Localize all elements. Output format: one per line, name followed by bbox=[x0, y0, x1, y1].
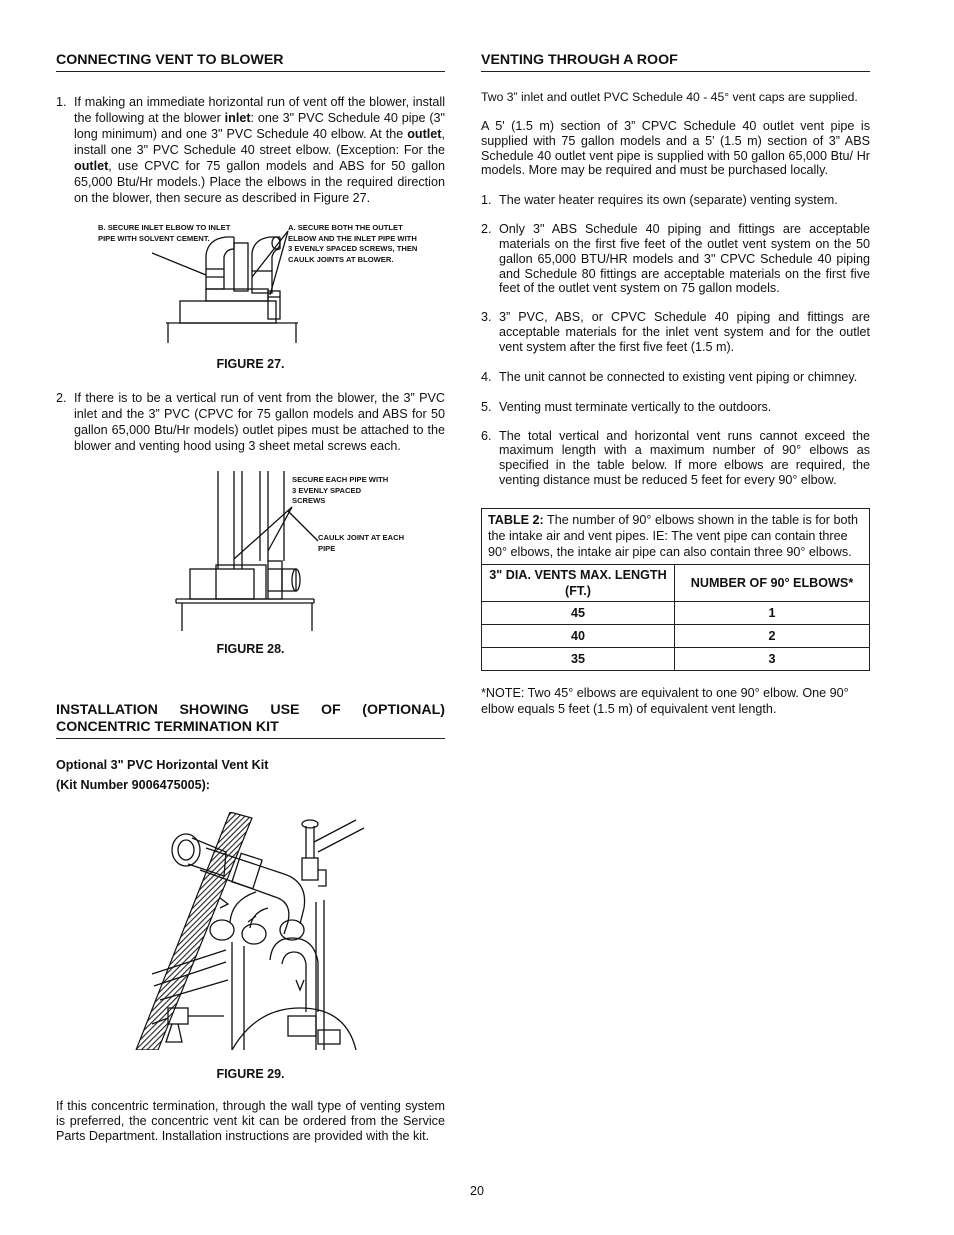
section-heading-connecting-vent: CONNECTING VENT TO BLOWER bbox=[56, 52, 445, 72]
list-item: 2. Only 3" ABS Schedule 40 piping and fittings are acceptable materials on the first five feet of the outlet vent system on the 50 gallon 65,000 BTU/HR models and 3" CPVC Schedule 40 piping and Schedule 80 fittings are acceptable materials on the first five feet of the outlet vent system on 75 gallon models. bbox=[481, 222, 870, 296]
vent-length-table bbox=[481, 508, 870, 671]
table-note: *NOTE: Two 45° elbows are equivalent to one 90° elbow. One 90° elbow equals 5 feet (1.5 m) of equivalent vent length. bbox=[481, 685, 849, 716]
closing-paragraph: If this concentric termination, through the wall type of venting system is preferred, the concentric vent kit can be ordered from the Service Parts Department. Installation instructions are provided with the kit. bbox=[56, 1099, 445, 1143]
figure-28-drawing bbox=[56, 471, 445, 636]
figure-29-label: FIGURE 29. bbox=[216, 1067, 285, 1081]
kit-title-line-1: Optional 3" PVC Horizontal Vent Kit bbox=[56, 758, 269, 772]
list-item: 3. 3” PVC, ABS, or CPVC Schedule 40 piping and fittings are acceptable materials for the inlet vent system and for the outlet vent system after the first five feet (1.5 m). bbox=[481, 310, 870, 354]
list-item: 6. The total vertical and horizontal vent runs cannot exceed the maximum length with a maximum number of 90° elbows as specified in the table below. If more elbows are required, the venting distance must be reduced 5 feet for every 90° elbow. bbox=[481, 428, 870, 487]
roof-venting-list bbox=[481, 192, 870, 488]
table-header-length: 3" DIA. VENTS MAX. LENGTH (FT.) bbox=[482, 564, 675, 601]
figure-27-drawing bbox=[56, 225, 445, 343]
figure-27-label: FIGURE 27. bbox=[216, 357, 285, 371]
right-column bbox=[481, 52, 870, 717]
figure-28 bbox=[56, 471, 445, 636]
table-caption: TABLE 2: The number of 90° elbows shown in the table is for both the intake air and vent pipes. IE: The vent pipe can contain three 90° elbows, the intake air pipe can also contain three 90° elbows. bbox=[482, 508, 870, 564]
section-heading-concentric-kit: INSTALLATION SHOWING USE OF (OPTIONAL) CONCENTRIC TERMINATION KIT bbox=[56, 702, 445, 739]
table-header-elbows: NUMBER OF 90° ELBOWS* bbox=[675, 564, 870, 601]
section-heading-venting-roof: VENTING THROUGH A ROOF bbox=[481, 52, 870, 72]
list-item: 4. The unit cannot be connected to existing vent piping or chimney. bbox=[481, 369, 858, 384]
table-row: 35 3 bbox=[482, 647, 870, 670]
figure-28-callout-caulk: CAULK JOINT AT EACH PIPE bbox=[318, 533, 405, 553]
figure-27-callout-a: A. SECURE BOTH THE OUTLET ELBOW AND THE INLET PIPE WITH 3 EVENLY SPACED SCREWS, THEN CAULK JOINTS AT BLOWER. bbox=[288, 223, 418, 264]
step-2-paragraph: 2. If there is to be a vertical run of vent from the blower, the 3” PVC inlet and the 3” PVC (CPVC for 75 gallon models and ABS for 50 gallon 65,000 Btu/Hr models) outlet pipes must be attached to the blower and venting hood using 3 sheet metal screws each. bbox=[56, 391, 445, 453]
intro-paragraph-1: Two 3” inlet and outlet PVC Schedule 40 - 45° vent caps are supplied. bbox=[481, 90, 858, 104]
kit-title-line-2: (Kit Number 9006475005): bbox=[56, 778, 210, 792]
table-row: 45 1 bbox=[482, 601, 870, 624]
intro-paragraph-2: A 5' (1.5 m) section of 3” CPVC Schedule 40 outlet vent pipe is supplied with 75 gallon models and a 5' (1.5 m) section of 3” ABS Schedule 40 outlet vent pipe is supplied with 50 gallon 65,000 Btu/ Hr models. More may be required and must be purchased locally. bbox=[481, 119, 870, 178]
page-number: 20 bbox=[470, 1184, 484, 1198]
left-column bbox=[56, 52, 445, 1144]
list-item: 5. Venting must terminate vertically to the outdoors. bbox=[481, 399, 772, 414]
figure-29-drawing bbox=[56, 812, 445, 1050]
figure-28-label: FIGURE 28. bbox=[216, 642, 285, 656]
figure-28-callout-screws: SECURE EACH PIPE WITH 3 EVENLY SPACED SCREWS bbox=[292, 475, 389, 505]
figure-27 bbox=[56, 225, 445, 343]
step-1-paragraph: 1. If making an immediate horizontal run of vent off the blower, install the following at the blower inlet: one 3" PVC Schedule 40 pipe (3" long minimum) and one 3" PVC Schedule 40 elbow. At the outlet, install one 3" PVC Schedule 40 street elbow. (Exception: For the outlet, use CPVC for 75 gallon models and ABS for 50 gallon 65,000 Btu/Hr models.) Place the elbows in the required direction on the blower, then secure as described in Figure 27. bbox=[56, 95, 445, 205]
list-item: 1. The water heater requires its own (separate) venting system. bbox=[481, 193, 838, 208]
figure-27-callout-b: B. SECURE INLET ELBOW TO INLET PIPE WITH SOLVENT CEMENT. bbox=[98, 223, 231, 243]
table-row: 40 2 bbox=[482, 624, 870, 647]
figure-29 bbox=[56, 812, 445, 1050]
